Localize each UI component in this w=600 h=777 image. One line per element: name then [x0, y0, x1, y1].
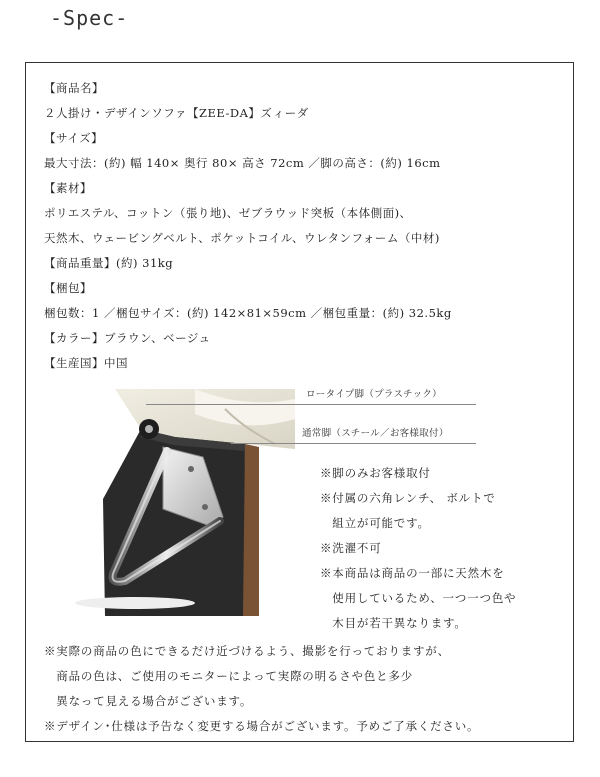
bottom-note-3: 異なって見える場合がございます。 — [44, 694, 253, 708]
side-note-5: ※本商品は商品の一部に天然木を — [320, 566, 505, 580]
callout-low-leg: ロータイプ脚（プラスチック） — [306, 389, 442, 400]
side-note-2: ※付属の六角レンチ、 ボルトで — [320, 491, 496, 505]
bottom-note-2: 商品の色は、ご使用のモニターによって実際の明るさや色と多少 — [44, 669, 413, 683]
side-note-4: ※洗濯不可 — [320, 541, 382, 555]
spec-heading: -Spec- — [50, 6, 129, 30]
bottom-note-4: ※デザイン･仕様は予告なく変更する場合がございます。予めご了承ください。 — [44, 719, 480, 733]
callout-normal-leg: 通常脚（スチール／お客様取付） — [302, 428, 449, 439]
sofa-leg-illustration — [45, 389, 295, 616]
material-line-2: 天然木、ウェービングベルト、ポケットコイル、ウレタンフォーム（中材) — [44, 231, 440, 245]
side-note-6: 使用しているため、一つ一つ色や — [320, 591, 517, 605]
size-value: 最大寸法：(約) 幅 140× 奥行 80× 高さ 72cm ／脚の高さ：(約) 16cm — [44, 156, 441, 170]
label-material: 【素材】 — [44, 181, 92, 195]
side-note-7: 木目が若干異なります。 — [320, 616, 467, 630]
label-packing: 【梱包】 — [44, 281, 92, 295]
label-size: 【サイズ】 — [44, 131, 104, 145]
label-product-name: 【商品名】 — [44, 81, 104, 95]
product-weight: 【商品重量】(約) 31kg — [44, 256, 174, 270]
side-note-3: 組立が可能です。 — [320, 516, 430, 530]
color-value: 【カラー】ブラウン、ベージュ — [44, 331, 211, 345]
packing-value: 梱包数：1 ／梱包サイズ：(約) 142×81×59cm ／梱包重量：(約) 32.5kg — [44, 306, 452, 320]
material-line-1: ポリエステル、コットン（張り地)、ゼブラウッド突板（本体側面)、 — [44, 206, 412, 220]
leg-photo — [45, 389, 295, 616]
side-note-1: ※脚のみお客様取付 — [320, 466, 431, 480]
callout-line-low-leg — [146, 404, 476, 405]
origin-value: 【生産国】中国 — [44, 356, 128, 370]
product-name: ２人掛け・デザインソファ【ZEE-DA】ズィーダ — [44, 106, 309, 120]
spec-box — [25, 62, 574, 742]
bottom-note-1: ※実際の商品の色にできるだけ近づけるよう、撮影を行っておりますが、 — [44, 644, 450, 658]
callout-line-normal-leg — [231, 443, 476, 444]
